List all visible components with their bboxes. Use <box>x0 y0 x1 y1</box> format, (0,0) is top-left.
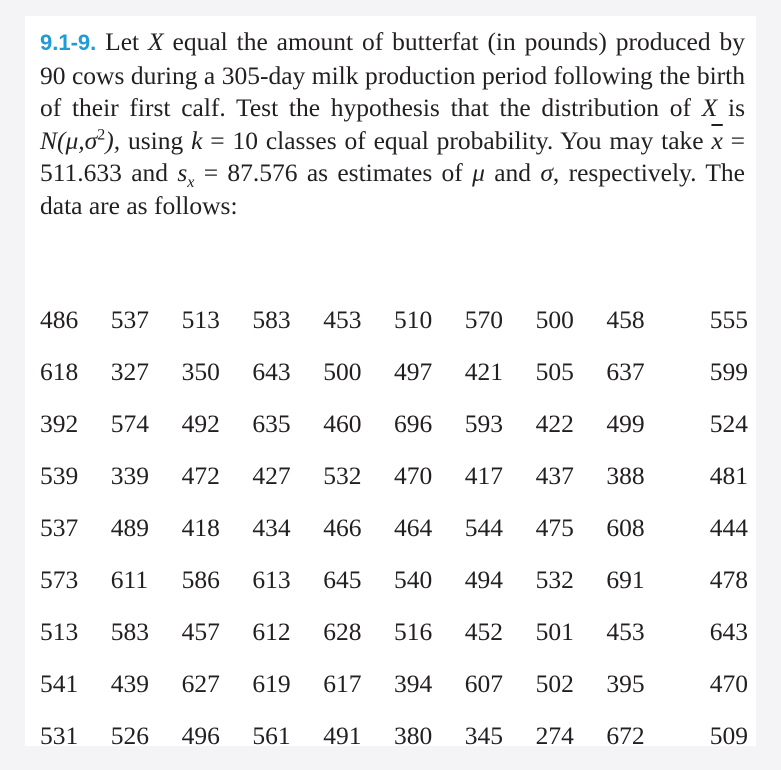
data-cell: 475 <box>535 513 574 542</box>
data-cell: 439 <box>110 669 150 698</box>
data-cell: 464 <box>393 513 433 542</box>
data-cell: 460 <box>323 409 362 438</box>
problem-number: 9.1-9. <box>40 30 97 55</box>
data-cell: 540 <box>393 565 433 594</box>
data-cell: 635 <box>252 409 291 438</box>
data-cell: 608 <box>606 513 645 542</box>
data-cell: 537 <box>110 305 150 334</box>
text-segment: = 10 classes of equal probability. You may take <box>202 125 712 155</box>
table-row <box>40 658 748 710</box>
data-cell: 427 <box>252 461 291 490</box>
data-cell: 696 <box>393 409 433 438</box>
math-var: X <box>148 27 164 56</box>
normal-distribution-close: ), <box>105 125 121 155</box>
data-cell: 510 <box>393 305 433 334</box>
data-cell: 486 <box>40 305 79 334</box>
data-cell: 599 <box>709 357 748 386</box>
data-cell: 618 <box>40 357 79 386</box>
data-cell: 611 <box>110 565 149 594</box>
data-cell: 500 <box>323 357 362 386</box>
data-cell: 574 <box>110 409 150 438</box>
data-cell: 380 <box>393 721 433 750</box>
data-cell: 392 <box>40 409 79 438</box>
data-cell: 444 <box>709 513 748 542</box>
data-cell: 531 <box>40 721 79 750</box>
table-row <box>40 294 748 346</box>
table-row <box>40 398 748 450</box>
data-cell: 583 <box>252 305 291 334</box>
data-cell: 541 <box>40 669 79 698</box>
data-cell: 478 <box>709 565 748 594</box>
normal-distribution: N(μ,σ <box>40 125 98 155</box>
data-cell: 496 <box>181 721 220 750</box>
data-cell: 394 <box>393 669 433 698</box>
data-cell: 418 <box>181 513 220 542</box>
data-cell: 505 <box>535 357 574 386</box>
data-cell: 417 <box>464 461 504 490</box>
textbook-page <box>25 16 756 750</box>
data-cell: 544 <box>464 513 504 542</box>
data-cell: 645 <box>323 565 362 594</box>
data-cell: 627 <box>181 669 220 698</box>
data-cell: 513 <box>181 305 220 334</box>
data-table <box>40 294 748 762</box>
data-cell: 672 <box>606 721 645 750</box>
x-bar: $\overline{x}$ <box>711 125 723 155</box>
data-cell: 613 <box>252 565 291 594</box>
data-cell: 345 <box>464 721 504 750</box>
data-cell: 470 <box>393 461 433 490</box>
data-cell: 691 <box>606 565 645 594</box>
data-table-body <box>40 294 748 762</box>
math-var: X <box>701 93 718 122</box>
data-cell: 502 <box>535 669 574 698</box>
data-cell: 421 <box>464 357 504 386</box>
data-cell: 617 <box>323 669 362 698</box>
data-cell: 470 <box>709 669 748 698</box>
data-cell: 395 <box>606 669 645 698</box>
data-cell: 339 <box>110 461 150 490</box>
data-cell: 472 <box>181 461 220 490</box>
data-cell: 452 <box>464 617 504 646</box>
data-cell: 539 <box>40 461 79 490</box>
data-cell: 458 <box>606 305 645 334</box>
table-row <box>40 710 748 762</box>
text-segment: using <box>120 125 192 155</box>
text-segment: = 87.576 as estimates of <box>194 158 473 187</box>
data-cell: 637 <box>606 357 645 386</box>
data-cell: 494 <box>464 565 504 594</box>
data-cell: 619 <box>252 669 291 698</box>
data-cell: 491 <box>323 721 362 750</box>
mu-symbol: μ <box>472 158 485 187</box>
data-cell: 607 <box>464 669 504 698</box>
superscript: 2 <box>97 126 106 143</box>
table-row <box>40 450 748 502</box>
problem-statement <box>40 26 745 222</box>
data-cell: 532 <box>323 461 362 490</box>
data-cell: 327 <box>110 357 150 386</box>
data-cell: 555 <box>709 305 748 334</box>
data-cell: 388 <box>606 461 645 490</box>
subscript: x <box>187 174 195 192</box>
text-segment: and <box>484 158 541 187</box>
text-segment: Let <box>96 27 149 56</box>
data-cell: 481 <box>709 461 748 490</box>
s-var: s <box>177 158 188 187</box>
text-segment: = 511.633 and <box>40 125 745 187</box>
text-segment: equal the amount of butterfat (in pounds) produced by 90 cows during a 305-day milk production period following the birth of their first calf. Test the hypothesis that the distribution of <box>40 27 745 122</box>
data-cell: 434 <box>252 513 291 542</box>
data-cell: 489 <box>110 513 150 542</box>
data-cell: 492 <box>181 409 220 438</box>
data-cell: 501 <box>535 617 574 646</box>
data-cell: 628 <box>323 617 362 646</box>
math-var: k <box>191 125 203 155</box>
data-cell: 593 <box>464 409 504 438</box>
data-cell: 570 <box>464 305 504 334</box>
table-row <box>40 606 748 658</box>
data-cell: 422 <box>535 409 574 438</box>
data-cell: 497 <box>393 357 433 386</box>
data-cell: 274 <box>535 721 574 750</box>
data-cell: 466 <box>323 513 362 542</box>
text-segment: , respectively. The data are as follows: <box>40 158 745 220</box>
data-cell: 583 <box>110 617 150 646</box>
data-cell: 643 <box>252 357 291 386</box>
data-cell: 509 <box>709 721 748 750</box>
data-cell: 500 <box>535 305 574 334</box>
data-cell: 457 <box>181 617 220 646</box>
data-cell: 586 <box>181 565 220 594</box>
table-row <box>40 554 748 606</box>
data-cell: 532 <box>535 565 574 594</box>
table-row <box>40 346 748 398</box>
sigma-symbol: σ <box>540 158 553 187</box>
data-cell: 612 <box>252 617 291 646</box>
data-cell: 516 <box>393 617 433 646</box>
data-cell: 499 <box>606 409 645 438</box>
data-cell: 643 <box>709 617 748 646</box>
text-segment: is <box>717 93 745 122</box>
data-cell: 350 <box>181 357 220 386</box>
data-cell: 513 <box>40 617 79 646</box>
data-cell: 573 <box>40 565 79 594</box>
data-cell: 561 <box>252 721 291 750</box>
data-cell: 437 <box>535 461 574 490</box>
table-row <box>40 502 748 554</box>
data-cell: 453 <box>606 617 645 646</box>
data-cell: 537 <box>40 513 79 542</box>
data-cell: 526 <box>110 721 150 750</box>
data-cell: 524 <box>709 409 748 438</box>
data-cell: 453 <box>323 305 362 334</box>
